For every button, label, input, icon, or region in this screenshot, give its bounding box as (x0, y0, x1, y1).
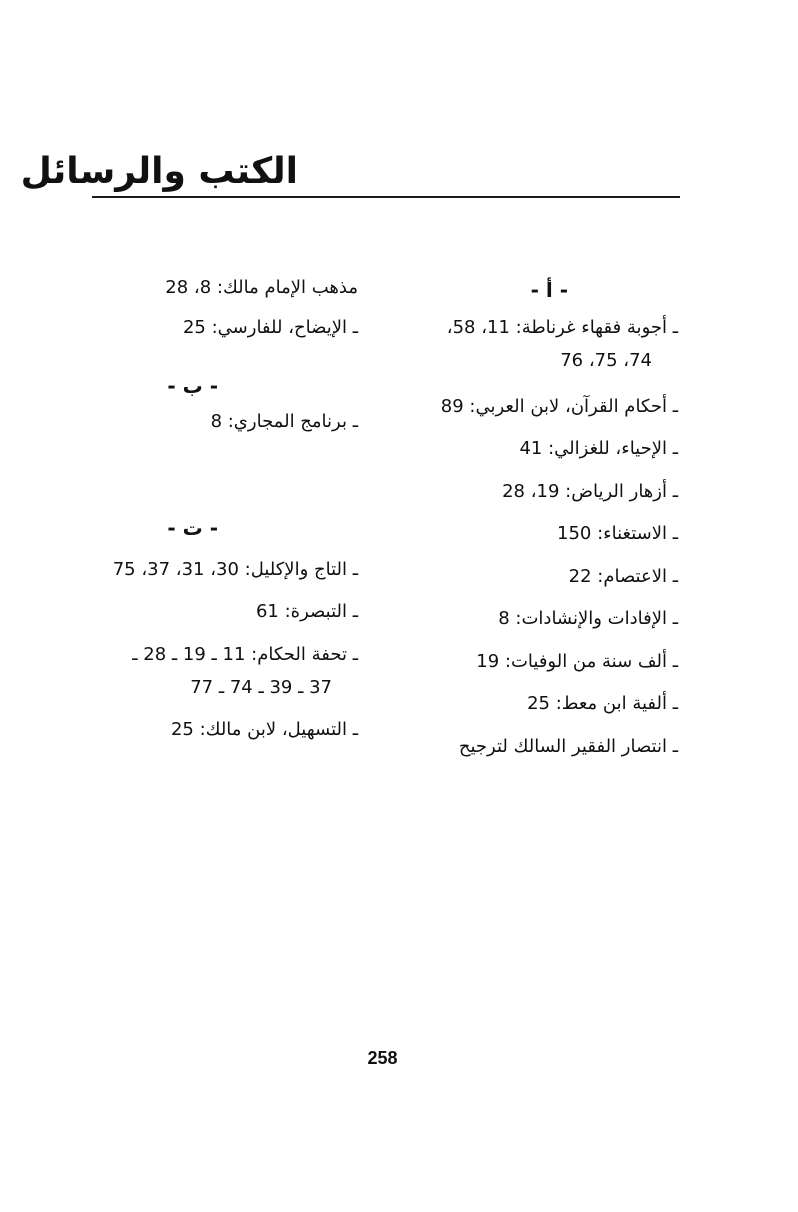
index-entry: ـ ألف سنة من الوفيات: 19 (476, 651, 678, 672)
index-entry: ـ الإفادات والإنشادات: 8 (498, 608, 678, 629)
index-entry: ـ ألفية ابن معط: 25 (527, 693, 678, 714)
index-entry: ـ تحفة الحكام: 11 ـ 19 ـ 28 ـ (132, 644, 358, 665)
index-entry: ـ انتصار الفقير السالك لترجيح (458, 736, 678, 757)
index-entry: ـ أحكام القرآن، لابن العربي: 89 (440, 396, 678, 417)
section-heading-ta: - ت - (167, 516, 218, 540)
index-entry: ـ التاج والإكليل: 30، 31، 37، 75 (112, 559, 358, 580)
page-number: 258 (367, 1048, 398, 1068)
index-entry: ـ برنامج المجاري: 8 (210, 411, 358, 432)
index-entry: ـ أجوبة فقهاء غرناطة: 11، 58، (446, 317, 678, 338)
index-entry: ـ أزهار الرياض: 19، 28 (502, 481, 678, 502)
index-entry: ـ الاستغناء: 150 (557, 523, 678, 544)
title-divider (92, 196, 680, 198)
page-title: الكتب والرسائل (20, 151, 298, 192)
index-entry: ـ التبصرة: 61 (255, 601, 358, 622)
index-entry: ـ التسهيل، لابن مالك: 25 (170, 719, 358, 740)
index-entry: ـ الإيضاح، للفارسي: 25 (182, 317, 358, 338)
section-heading-alif: - أ - (530, 278, 568, 302)
index-entry-continuation: 37 ـ 39 ـ 74 ـ 77 (190, 677, 332, 698)
section-heading-ba: - ب - (167, 374, 218, 398)
index-entry-continuation: 74، 75، 76 (560, 350, 652, 371)
index-entry: ـ الإحياء، للغزالي: 41 (519, 438, 678, 459)
index-entry: ـ الاعتصام: 22 (568, 566, 678, 587)
index-entry: مذهب الإمام مالك: 8، 28 (165, 277, 358, 298)
